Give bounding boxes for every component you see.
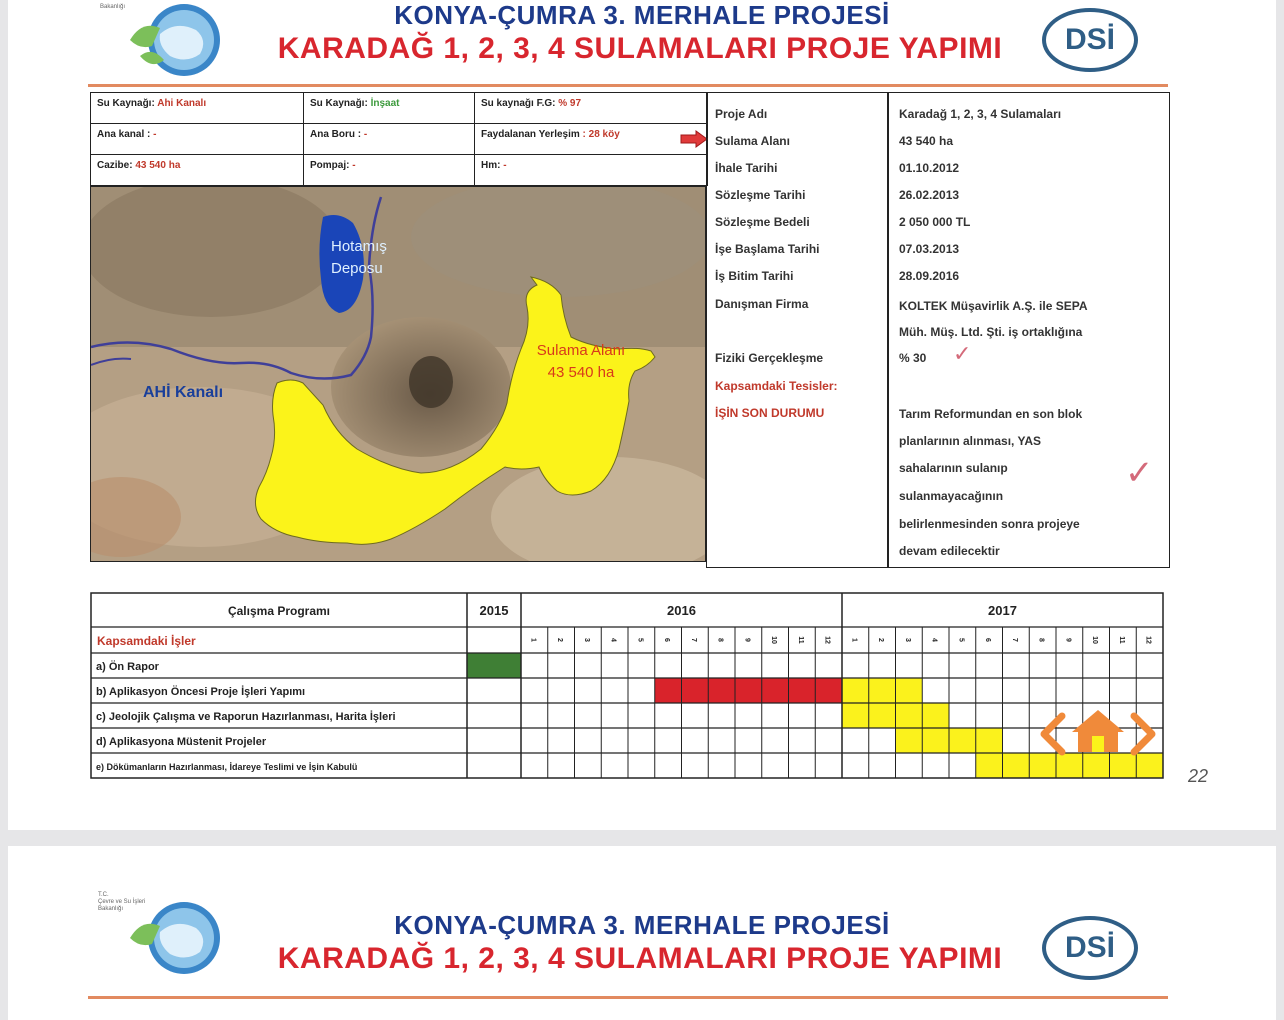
month-header: 7 (689, 638, 697, 642)
project-label: İş Bitim Tarihi (715, 269, 794, 283)
satellite-map (90, 186, 706, 562)
project-info-table (706, 92, 1170, 568)
chevron-right-icon[interactable] (1134, 716, 1152, 752)
month-header: 4 (609, 638, 617, 642)
area-label: Sulama Alanı (536, 342, 626, 359)
month-header: 12 (1144, 636, 1152, 644)
project-value: Karadağ 1, 2, 3, 4 Sulamaları (899, 107, 1062, 121)
document-page-1 (8, 0, 1276, 830)
project-label: Proje Adı (715, 107, 768, 121)
month-header: 6 (663, 638, 671, 642)
physical-progress-value: % 30 (899, 351, 927, 365)
month-header: 2 (877, 638, 885, 642)
ministry-caption: Bakanlığı (100, 4, 126, 10)
project-label: İşe Başlama Tarihi (715, 242, 820, 256)
project-value: 43 540 ha (899, 134, 954, 148)
project-value: 26.02.2013 (899, 188, 960, 202)
month-header: 10 (770, 636, 778, 644)
info-cell: Ana Boru : - (303, 123, 475, 155)
month-header: 1 (529, 638, 537, 642)
month-header: 2 (556, 638, 564, 642)
info-cell: Su Kaynağı: İnşaat (303, 92, 475, 124)
month-header: 9 (1064, 638, 1072, 642)
month-header: 4 (930, 638, 938, 642)
chevron-left-icon[interactable] (1044, 716, 1062, 752)
info-cell: Cazibe: 43 540 ha (90, 154, 304, 186)
status-line: sahalarının sulanıp (899, 461, 1008, 475)
dsi-logo (1042, 916, 1138, 980)
dsi-logo (1042, 8, 1138, 72)
home-icon[interactable] (1072, 710, 1124, 752)
gantt-title: Çalışma Programı (227, 604, 331, 618)
info-cell: Faydalanan Yerleşim : 28 köy (474, 123, 708, 155)
dsi-logo-text: DSİ (1064, 931, 1115, 964)
status-line: Tarım Reformundan en son blok (899, 407, 1083, 421)
project-value: 01.10.2012 (899, 161, 960, 175)
water-source-table (90, 92, 708, 186)
gantt-task-label: b) Aplikasyon Öncesi Proje İşleri Yapımı (96, 686, 306, 698)
document-page-2 (8, 846, 1276, 1020)
navigation-overlay (1036, 706, 1160, 756)
month-header: 10 (1091, 636, 1099, 644)
status-line: planlarının alınması, YAS (899, 434, 1042, 448)
page-title: KONYA-ÇUMRA 3. MERHALE PROJESİ (394, 0, 890, 30)
month-header: 9 (743, 638, 751, 642)
month-header: 5 (636, 638, 644, 642)
gantt-task-label: e) Dökümanların Hazırlanması, İdareye Teslimi ve İşin Kabulü (96, 762, 358, 772)
physical-progress-label: Fiziki Gerçekleşme (715, 351, 824, 365)
gantt-grid (90, 592, 1164, 779)
gantt-bar (842, 678, 922, 703)
gantt-task-label: a) Ön Rapor (96, 661, 159, 673)
project-label: Sözleşme Bedeli (715, 215, 810, 229)
year-header: 2017 (988, 603, 1017, 618)
area-label: 43 540 ha (547, 364, 615, 381)
project-label: Sözleşme Tarihi (715, 188, 806, 202)
project-value: 07.03.2013 (899, 242, 960, 256)
status-line: belirlenmesinden sonra projeye (899, 517, 1080, 531)
page-title: KONYA-ÇUMRA 3. MERHALE PROJESİ (394, 910, 890, 940)
gantt-task-label: d) Aplikasyona Müstenit Projeler (96, 736, 267, 748)
month-header: 1 (850, 638, 858, 642)
info-cell: Su kaynağı F.G: % 97 (474, 92, 708, 124)
project-value: 28.09.2016 (899, 269, 960, 283)
month-header: 11 (1117, 636, 1125, 644)
month-header: 3 (582, 638, 590, 642)
lake-label: Hotamış (331, 238, 387, 255)
month-header: 8 (716, 638, 724, 642)
gantt-subtitle: Kapsamdaki İşler (97, 634, 196, 648)
month-header: 3 (903, 638, 911, 642)
info-cell: Su Kaynağı: Ahi Kanalı (90, 92, 304, 124)
consultant-line2: Müh. Müş. Ltd. Şti. iş ortaklığına (899, 325, 1083, 339)
project-label: Danışman Firma (715, 297, 809, 311)
handwritten-note: 22 (1188, 766, 1209, 786)
project-label: İhale Tarihi (715, 161, 778, 175)
month-header: 7 (1010, 638, 1018, 642)
column-divider (887, 93, 889, 567)
month-header: 6 (984, 638, 992, 642)
header-divider (88, 996, 1168, 999)
info-cell: Hm: - (474, 154, 708, 186)
info-cell: Ana kanal : - (90, 123, 304, 155)
page-subtitle: KARADAĞ 1, 2, 3, 4 SULAMALARI PROJE YAPIMI (277, 32, 1003, 65)
info-cell: Pompaj: - (303, 154, 475, 186)
page-subtitle: KARADAĞ 1, 2, 3, 4 SULAMALARI PROJE YAPIMI (277, 942, 1003, 975)
gantt-bar (467, 653, 521, 678)
year-header: 2015 (479, 603, 509, 618)
dsi-logo-text: DSİ (1064, 23, 1115, 56)
lake-label: Deposu (331, 260, 383, 277)
ministry-caption: T.C. Çevre ve Su İşleri Bakanlığı (98, 892, 146, 912)
canal-label: AHİ Kanalı (143, 384, 224, 401)
header-divider (88, 84, 1168, 87)
year-header: 2016 (667, 603, 696, 618)
map-graphic (91, 187, 706, 562)
month-header: 8 (1037, 638, 1045, 642)
project-label: Sulama Alanı (715, 134, 790, 148)
status-line: devam edilecektir (899, 544, 1000, 558)
status-label: İŞİN SON DURUMU (715, 406, 825, 420)
status-line: sulanmayacağının (899, 489, 1004, 503)
gantt-bar (655, 678, 842, 703)
checkmark-icon: ✓ (953, 341, 972, 366)
month-header: 5 (957, 638, 965, 642)
arrow-right-icon (680, 130, 708, 148)
work-schedule-chart (90, 592, 1164, 784)
project-value: KOLTEK Müşavirlik A.Ş. ile SEPA (899, 299, 1088, 313)
project-value: 2 050 000 TL (899, 215, 971, 229)
facilities-label: Kapsamdaki Tesisler: (715, 379, 838, 393)
gantt-bar (976, 753, 1163, 778)
month-header: 12 (823, 636, 831, 644)
checkmark-icon: ✓ (1125, 454, 1154, 492)
gantt-task-label: c) Jeolojik Çalışma ve Raporun Hazırlanması, Harita İşleri (96, 711, 396, 723)
month-header: 11 (796, 636, 804, 644)
